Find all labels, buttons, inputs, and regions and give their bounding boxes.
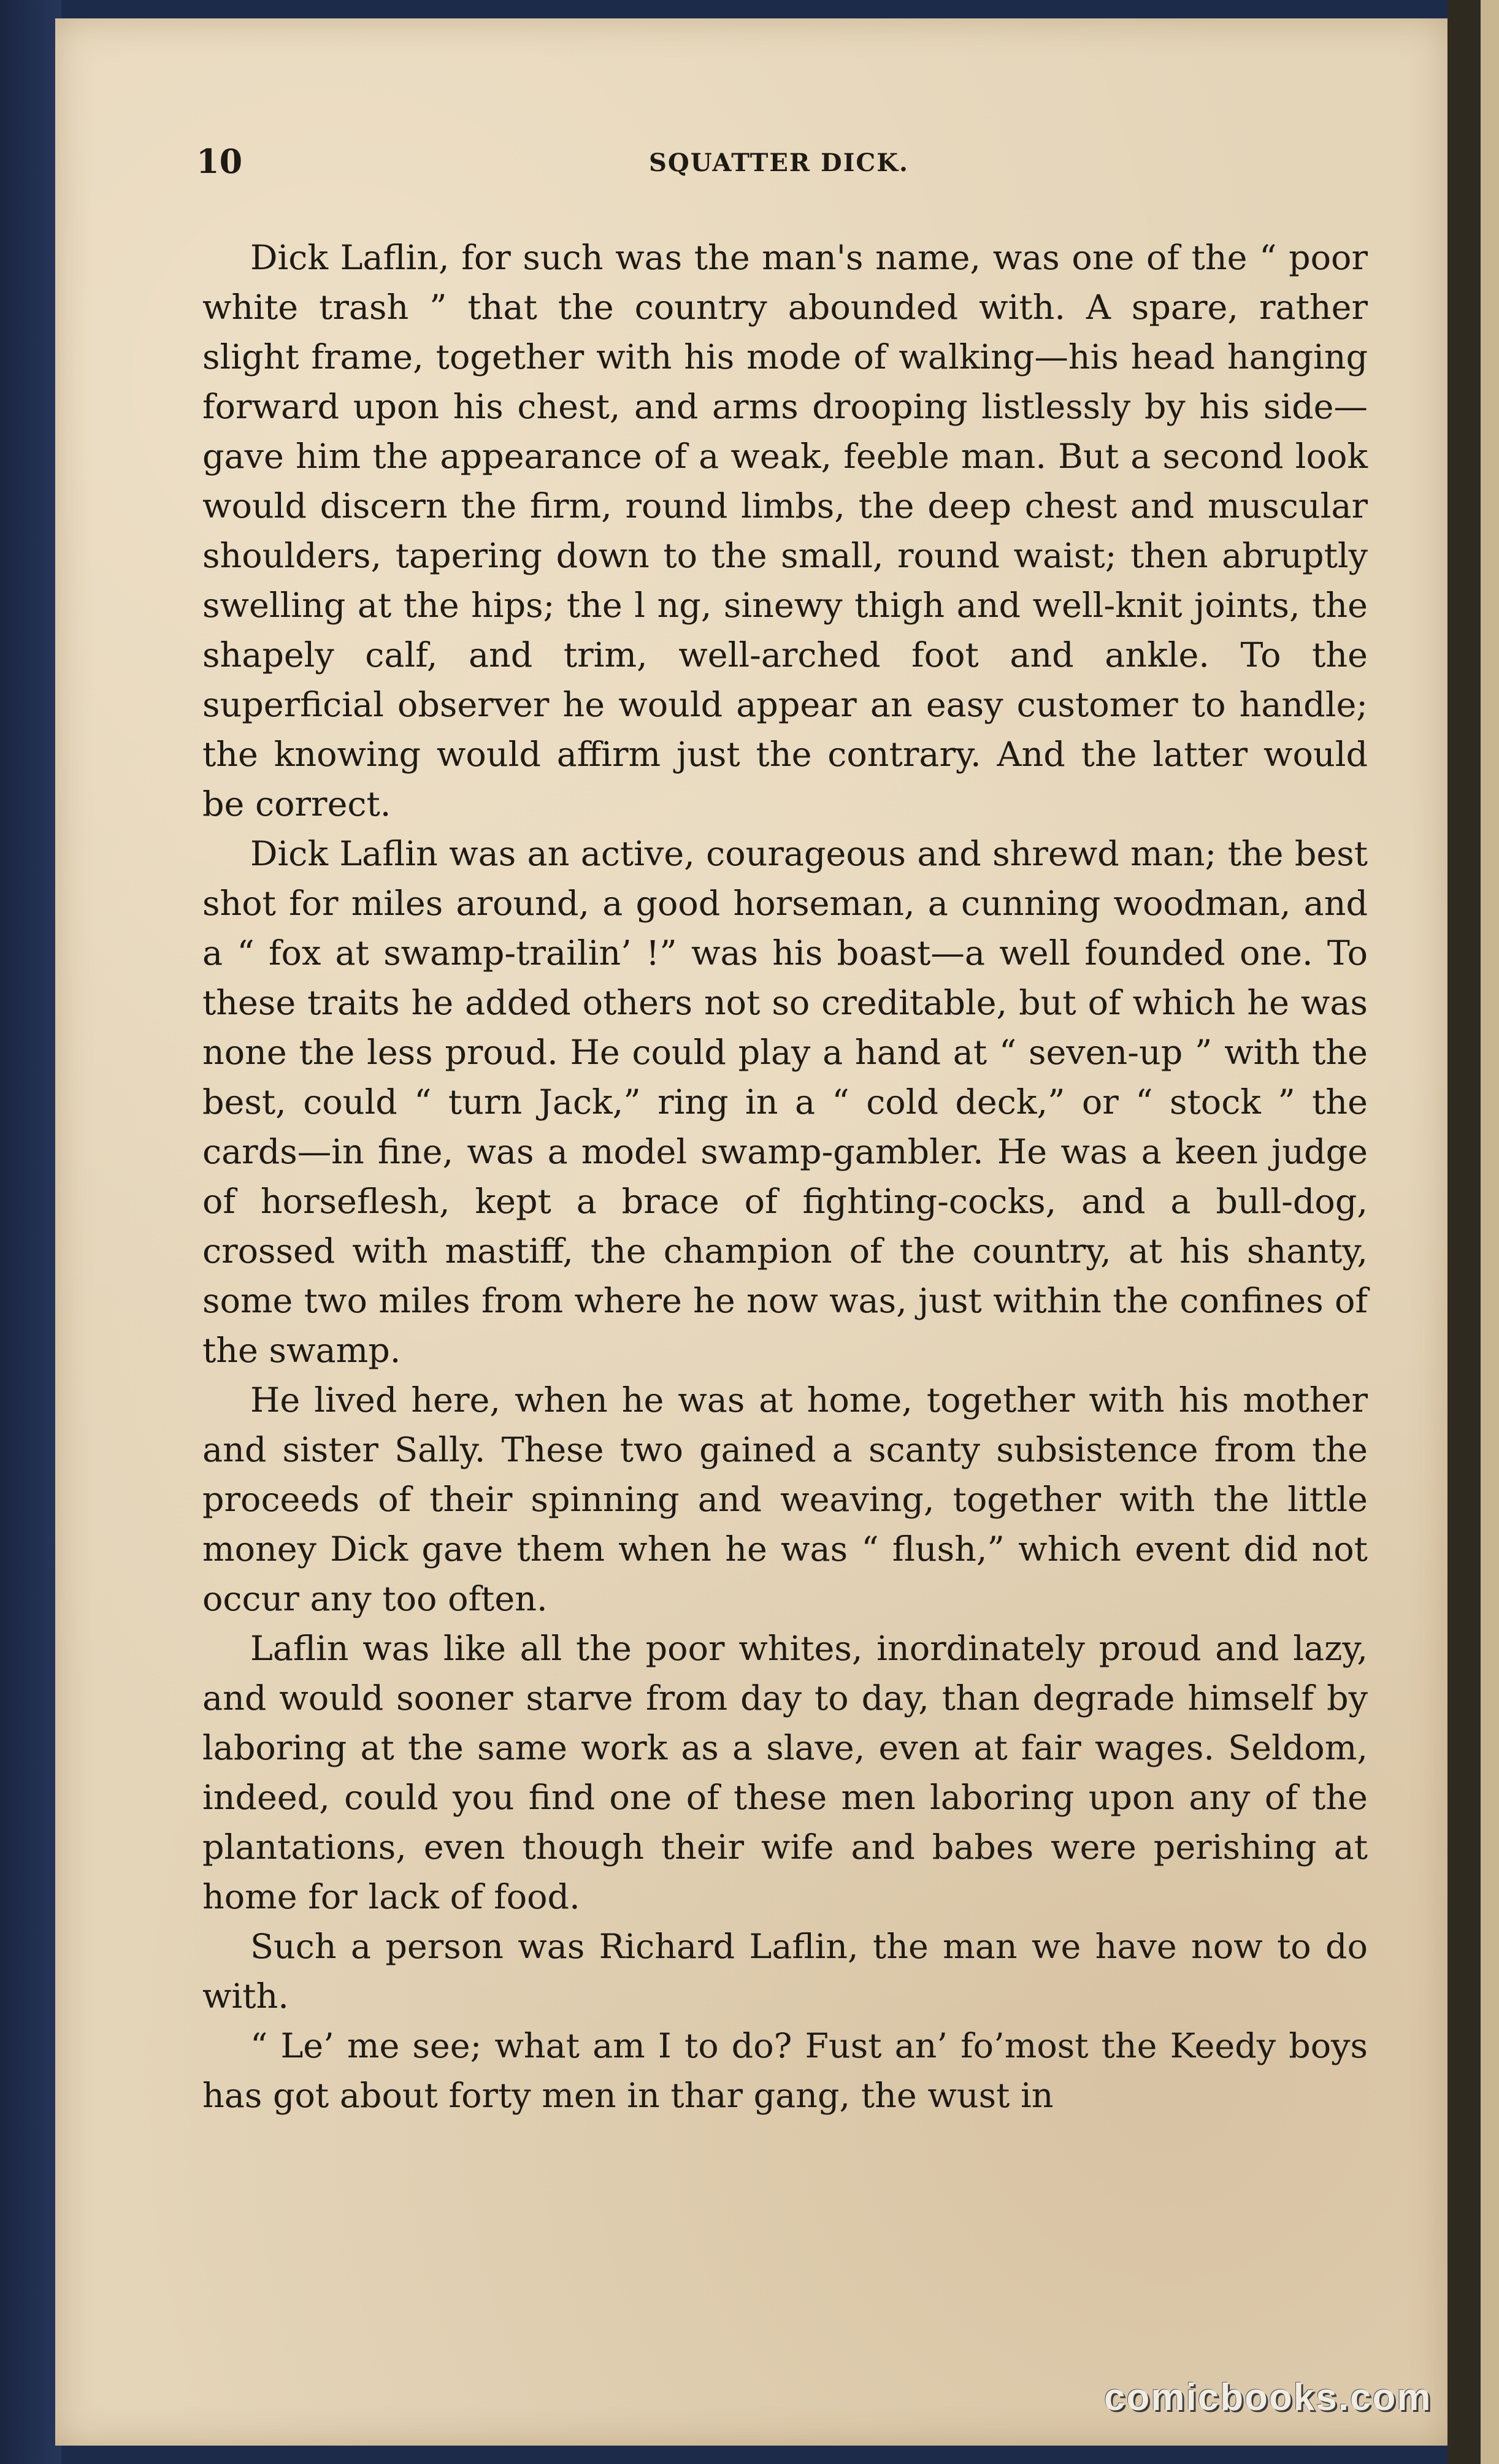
paragraph-3: He lived here, when he was at home, together with his mother and sister Sally. These two gained a scanty subsistence from the proceeds of their spinning and weaving, together with the little money Dick gave them when he was “ flush,” which event did not occur any too often. [202,1380,1368,1619]
paragraph-5: Such a person was Richard Laflin, the man we have now to do with. [202,1927,1368,2016]
book-cover-edge-left [0,0,61,2464]
book-spine-edge-right [1447,0,1499,2464]
paragraph-2: Dick Laflin was an active, courageous and shrewd man; the best shot for miles around, a good horseman, a cunning woodman, and a “ fox at swamp-trailin’ !” was his boast—a well founded one. To these traits he added others not so creditable, but of which he was none the less proud. He could play a hand at “ seven-up ” with the best, could “ turn Jack,” ring in a “ cold deck,” or “ stock ” the cards—in fine, was a model swamp-gambler. He was a keen judge of horseflesh, kept a brace of fighting-cocks, and a bull-dog, crossed with mastiff, the champion of the country, at his shanty, some two miles from where he now was, just within the confines of the swamp. [202,834,1368,1371]
paragraph-6: “ Le’ me see; what am I to do? Fust an’ fo’most the Keedy boys has got about forty men in thar gang, the wust in [202,2026,1368,2116]
page-number: 10 [196,142,243,181]
body-text [202,233,1368,2121]
spine-shadow [1447,0,1481,2464]
paragraph-4: Laflin was like all the poor whites, inordinately proud and lazy, and would sooner starve from day to day, than degrade himself by laboring at the same work as a slave, even at fair wages. Seldom, indeed, could you find one of these men laboring upon any of the plantations, even though their wife and babes were perishing at home for lack of food. [202,1629,1368,1917]
next-page-edge [1481,0,1499,2464]
running-head-title: SQUATTER DICK. [649,148,909,177]
paragraph-1: Dick Laflin, for such was the man's name, was one of the “ poor white trash ” that the country abounded with. A spare, rather slight frame, together with his mode of walking—his head hanging forward upon his chest, and arms drooping listlessly by his side—gave him the appearance of a weak, feeble man. But a second look would discern the firm, round limbs, the deep chest and muscular shoulders, tapering down to the small, round waist; then abruptly swelling at the hips; the l ng, sinewy thigh and well-knit joints, the shapely calf, and trim, well-arched foot and ankle. To the superficial observer he would appear an easy customer to handle; the knowing would affirm just the contrary. And the latter would be correct. [202,238,1368,824]
watermark-text: comicbooks.com [1104,2376,1432,2419]
running-head [196,140,1362,189]
